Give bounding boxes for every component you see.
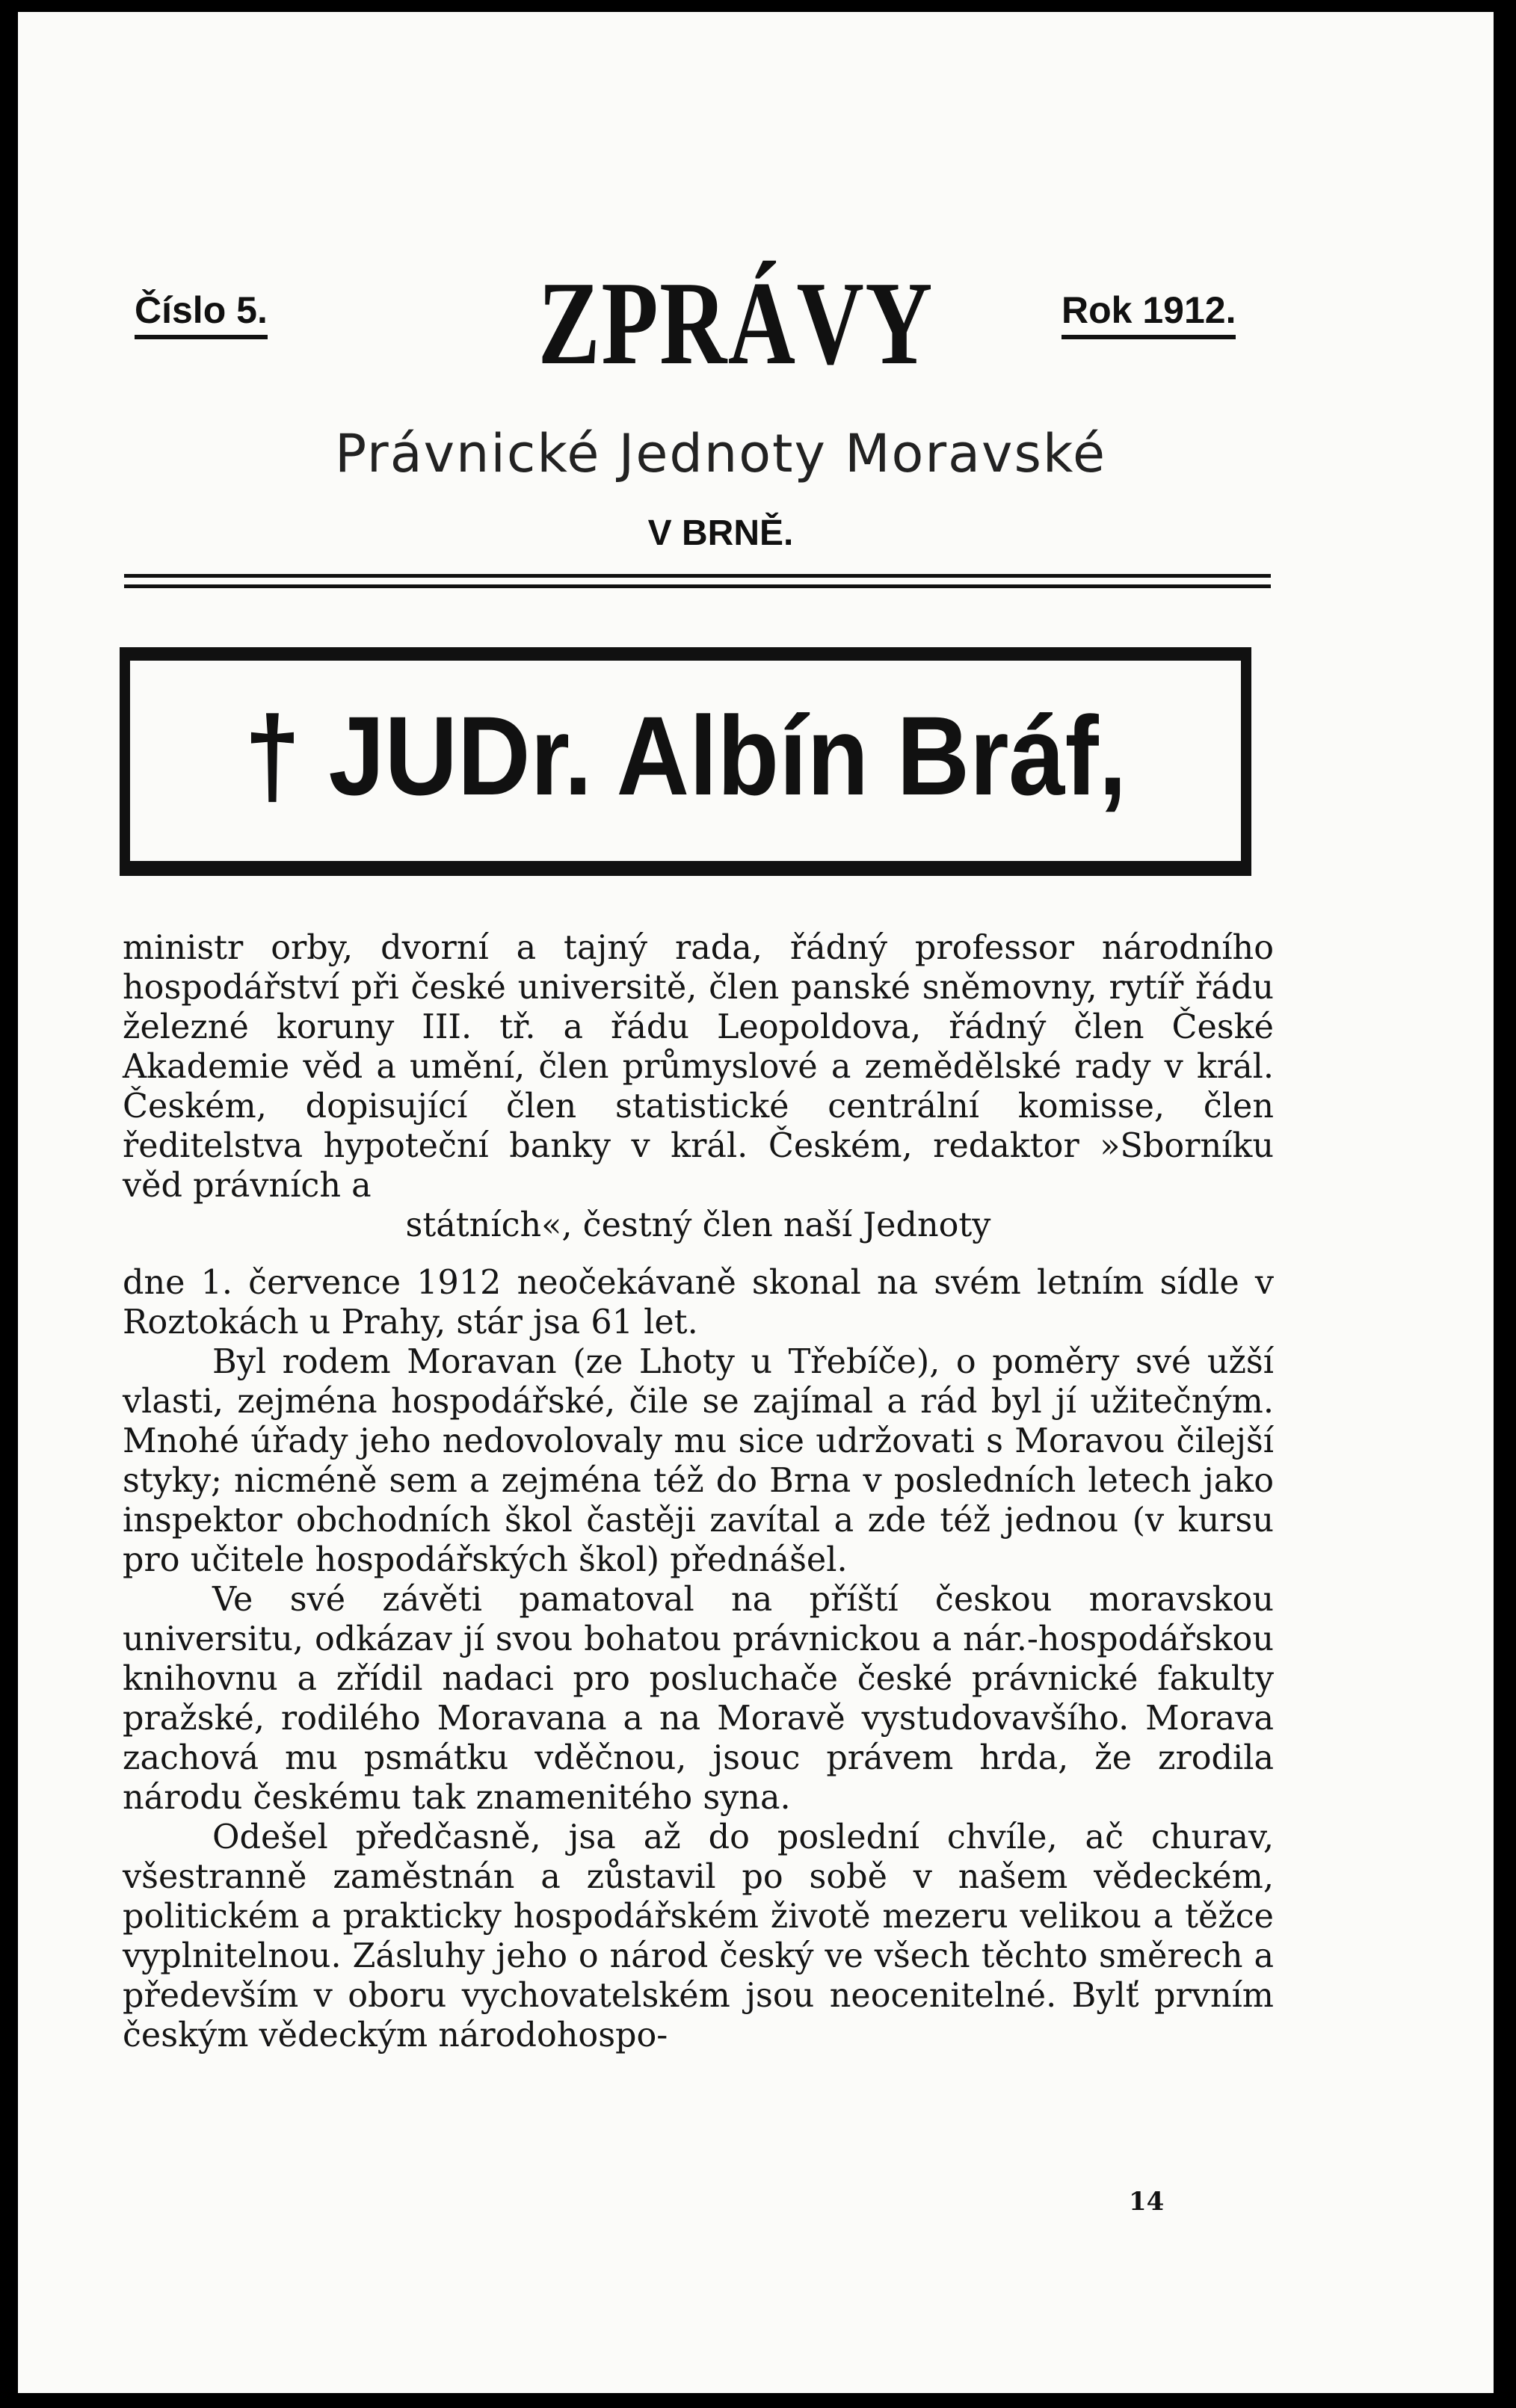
intro-paragraph: ministr orby, dvorní a tajný rada, řádný professor národního hospodářství při české universitě, člen panské sněmovny, rytíř řádu železné koruny III. tř. a řádu Leopoldova, řádný člen České Akademie věd a umění, člen průmyslové a zemědělské rady v král. Českém, dopisující člen statistické centrální komisse, člen ředitelstva hypoteční banky v král. Českém, redaktor »Sborníku věd právních a xyxy=(123,929,1274,1205)
paragraph-death: dne 1. července 1912 neočekávaně skonal na svém letním sídle v Roztokách u Prahy, stár jsa 61 let. xyxy=(123,1264,1274,1342)
obituary-name: † JUDr. Albín Bráf, xyxy=(244,693,1127,818)
publication-subtitle: Právnické Jednoty Moravské xyxy=(334,423,1107,484)
obituary-name-box xyxy=(120,647,1251,876)
intro-last-line: státních«, čestný člen naší Jednoty xyxy=(405,1206,991,1244)
paragraph-bequest: Ve své závěti pamatoval na příští českou moravskou universitu, odkázav jí svou bohatou právnickou a nár.-hospodářskou knihovnu a zřídil nadaci pro posluchače české právnické fakulty pražské, rodilého Moravana a na Moravě vystudovavšího. Morava zachová mu psmátku vděčnou, jsouc právem hrda, že zrodila národu českému tak znamenitého syna. xyxy=(123,1581,1274,1817)
paragraph-gap xyxy=(123,1245,1274,1263)
publication-city: V BRNĚ. xyxy=(647,513,794,553)
document-page xyxy=(18,12,1494,2393)
header-rule-bottom xyxy=(124,584,1271,588)
page-number: 14 xyxy=(1129,2187,1165,2217)
issue-year: Rok 1912. xyxy=(1061,288,1236,339)
issue-number: Číslo 5. xyxy=(135,288,268,339)
paragraph-origin: Byl rodem Moravan (ze Lhoty u Třebíče), o poměry své užší vlasti, zejména hospodářské, čile se zajímal a rád byl jí užitečným. Mnohé úřady jeho nedovolovaly mu sice udržovati s Moravou čilejší styky; nicméně sem a zejména též do Brna v posledních letech jako inspektor obchodních škol častěji zavítal a zde též jednou (v kursu pro učitele hospodářských škol) přednášel. xyxy=(123,1343,1274,1579)
article-body xyxy=(123,928,1274,2055)
masthead-title: ZPRÁVY xyxy=(537,256,934,389)
header-rule-top xyxy=(124,574,1271,578)
paragraph-legacy: Odešel předčasně, jsa až do poslední chvíle, ač churav, všestranně zaměstnán a zůstavil po sobě v našem vědeckém, politickém a prakticky hospodářském životě mezeru velikou a těžce vyplnitelnou. Zásluhy jeho o národ český ve všech těchto směrech a především v oboru vychovatelském jsou neocenitelné. Bylť prvním českým vědeckým národohospo- xyxy=(123,1818,1274,2054)
